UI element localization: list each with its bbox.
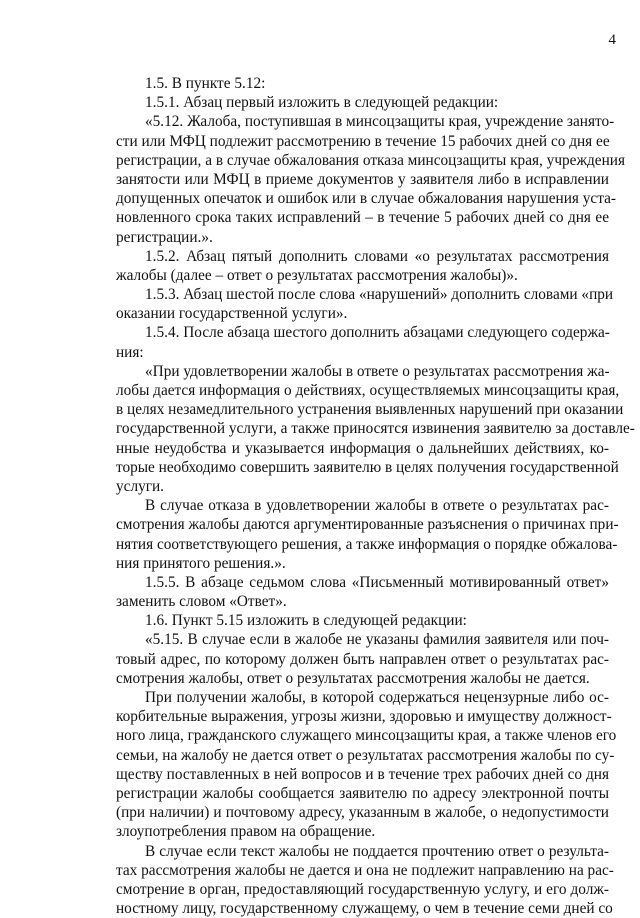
text-line: ществу поставленных в ней вопросов и в течение трех рабочих дней со дня [116, 765, 609, 783]
text-line: семьи, на жалобу не дается ответ о результатах рассмотрения жалобы по су- [116, 746, 615, 764]
text-line: При получении жалобы, в которой содержаться нецензурные либо ос- [145, 689, 609, 706]
text-line: регистрации, а в случае обжалования отказа минсоцзащиты края, учреждения [116, 151, 626, 169]
text-line: тах рассмотрения жалобы не дается и она не подлежит направлению на рас- [116, 861, 614, 879]
text-line: 1.5. В пункте 5.12: [145, 75, 266, 92]
text-line: в целях незамедлительного устранения выявленных нарушений при оказании [116, 401, 624, 419]
text-line: 1.5.4. После абзаца шестого дополнить абзацами следующего содержа- [145, 324, 610, 342]
text-line: заменить словом «Ответ». [116, 593, 287, 611]
text-line: 1.5.5. В абзаце седьмом слова «Письменный мотивированный ответ» [145, 573, 609, 591]
text-line: регистрации.». [116, 228, 213, 246]
text-line: злоупотребления правом на обращение. [116, 823, 376, 841]
text-line: ностному лицу, государственному служащему, о чем в течение семи дней со [116, 900, 613, 918]
text-line: «5.12. Жалоба, поступившая в минсоцзащиты края, учреждение занято- [145, 113, 615, 131]
text-line: ния принятого решения.». [116, 554, 286, 572]
text-line: оказании государственной услуги». [116, 305, 348, 323]
text-line: 1.5.2. Абзац пятый дополнить словами «о результатах рассмотрения [145, 247, 609, 265]
text-line: нятия соответствующего решения, а также информация о порядке обжалова- [116, 535, 618, 553]
text-line: новленного срока таких исправлений – в течение 5 рабочих дней со дня ее [116, 209, 609, 227]
text-line: занятости или МФЦ в приеме документов у заявителя либо в исправлении [116, 170, 609, 188]
text-line: В случае отказа в удовлетворении жалобы в ответе о результатах рас- [145, 497, 609, 515]
text-line: лобы дается информация о действиях, осуществляемых минсоцзащиты края, [116, 382, 620, 399]
text-line: 1.5.1. Абзац первый изложить в следующей редакции: [145, 94, 499, 112]
text-line: ного лица, гражданского служащего минсоцзащиты края, а также членов его [116, 727, 617, 745]
text-line: смотрение в орган, предоставляющий государственную услугу, и его долж- [116, 880, 609, 898]
text-line: услуги. [116, 477, 165, 495]
text-line: жалобы (далее – ответ о результатах рассмотрения жалобы)». [116, 266, 518, 284]
text-line: нные неудобства и указывается информация о дальнейших действиях, ко- [116, 439, 609, 457]
text-line: допущенных опечаток и ошибок или в случае обжалования нарушения уста- [116, 190, 616, 208]
text-line: товый адрес, по которому должен быть направлен ответ о результатах рас- [116, 650, 609, 668]
text-line: «5.15. В случае если в жалобе не указаны фамилия заявителя или поч- [145, 631, 609, 649]
text-line: торые необходимо совершить заявителю в целях получения государственной [116, 458, 619, 476]
text-line: смотрения жалобы даются аргументированные разъяснения о причинах при- [116, 516, 619, 534]
text-line: корбительные выражения, угрозы жизни, здоровью и имуществу должност- [116, 708, 612, 726]
text-line: В случае если текст жалобы не поддается прочтению ответ о результа- [145, 842, 609, 860]
text-line: «При удовлетворении жалобы в ответе о результатах рассмотрения жа- [145, 362, 610, 380]
text-line: (при наличии) и почтовому адресу, указанным в жалобе, о недопустимости [116, 804, 609, 822]
text-line: ния: [116, 343, 144, 361]
text-line: смотрения жалобы, ответ о результатах рассмотрения жалобы не дается. [116, 669, 590, 687]
text-line: сти или МФЦ подлежит рассмотрению в течение 15 рабочих дней со дня ее [116, 132, 610, 150]
page-number: 4 [608, 32, 616, 48]
text-line: государственной услуги, а также приносятся извинения заявителю за доставле- [116, 420, 635, 438]
text-line: регистрации жалобы сообщается заявителю по адресу электронной почты [116, 784, 609, 802]
document-body [116, 74, 635, 918]
text-line: 1.5.3. Абзац шестой после слова «нарушений» дополнить словами «при [145, 286, 614, 304]
text-line: 1.6. Пункт 5.15 изложить в следующей редакции: [145, 612, 467, 630]
